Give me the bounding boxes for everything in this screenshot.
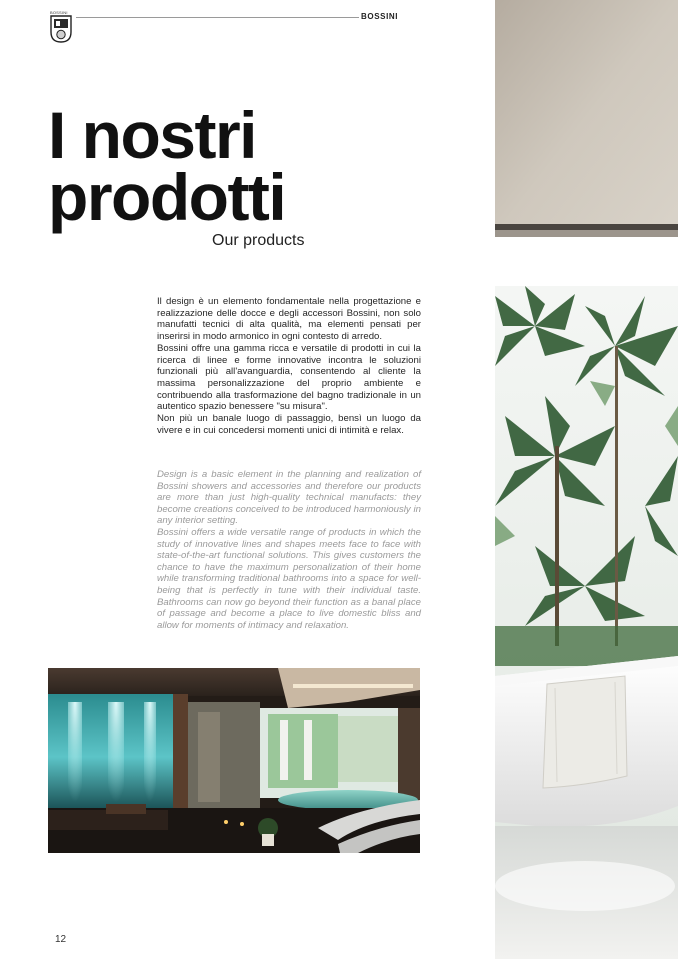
page-title xyxy=(48,98,378,234)
paragraph: Il design è un elemento fondamentale nella progettazione e realizzazione delle docce e degli accessori Bossini, non solo manufatti tecnici di alta qualità, ma elementi pensati per inserirsi in modo armonico in ogni contesto di arredo. xyxy=(157,296,421,343)
brand-name: BOSSINI xyxy=(361,12,399,21)
spa-interior-photo xyxy=(48,668,420,853)
wall-detail-photo xyxy=(495,0,678,237)
header-divider xyxy=(76,17,359,18)
title-line-2: prodotti xyxy=(48,160,286,234)
logo-text: BOSSINI xyxy=(50,10,68,15)
body-text-italian xyxy=(157,296,421,436)
garden-bathtub-photo xyxy=(495,286,678,959)
page-subtitle: Our products xyxy=(212,232,305,249)
page-number: 12 xyxy=(55,934,67,945)
paragraph: Bossini offre una gamma ricca e versatile di prodotti in cui la ricerca di linee e forme innovative incontra le soluzioni funzionali più all'avanguardia, consentendo al cliente la massima personalizzazione del proprio ambiente e contribuendo alla trasformazione del bagno tradizionale in un autentico spazio benessere "su misura". xyxy=(157,342,421,413)
body-text-english xyxy=(157,469,421,631)
bossini-logo xyxy=(50,10,72,43)
logo-shield-icon xyxy=(50,15,72,43)
title-line-1: I nostri xyxy=(48,98,257,172)
paragraph: Bossini offers a wide versatile range of products in which the study of innovative lines and shapes meets face to face with state-of-the-art functional solutions. This gives customers the chance to have the maximum personalization of their home while transforming traditional bathrooms into a space for well-being that is perfectly in tune with their individual taste. Bathrooms can now go beyond their function as a banal place of passage and become a place to live domestic bliss and allow for moments of intimacy and relaxation. xyxy=(157,526,421,631)
paragraph: Non più un banale luogo di passaggio, bensì un luogo da vivere e in cui concedersi momenti unici di intimità e relax. xyxy=(157,413,421,436)
paragraph: Design is a basic element in the planning and realization of Bossini showers and accessories and therefore our products are more than just high-quality technical manufacts: they become creations conceived to be introduced harmoniously in any interior setting. xyxy=(157,469,421,527)
